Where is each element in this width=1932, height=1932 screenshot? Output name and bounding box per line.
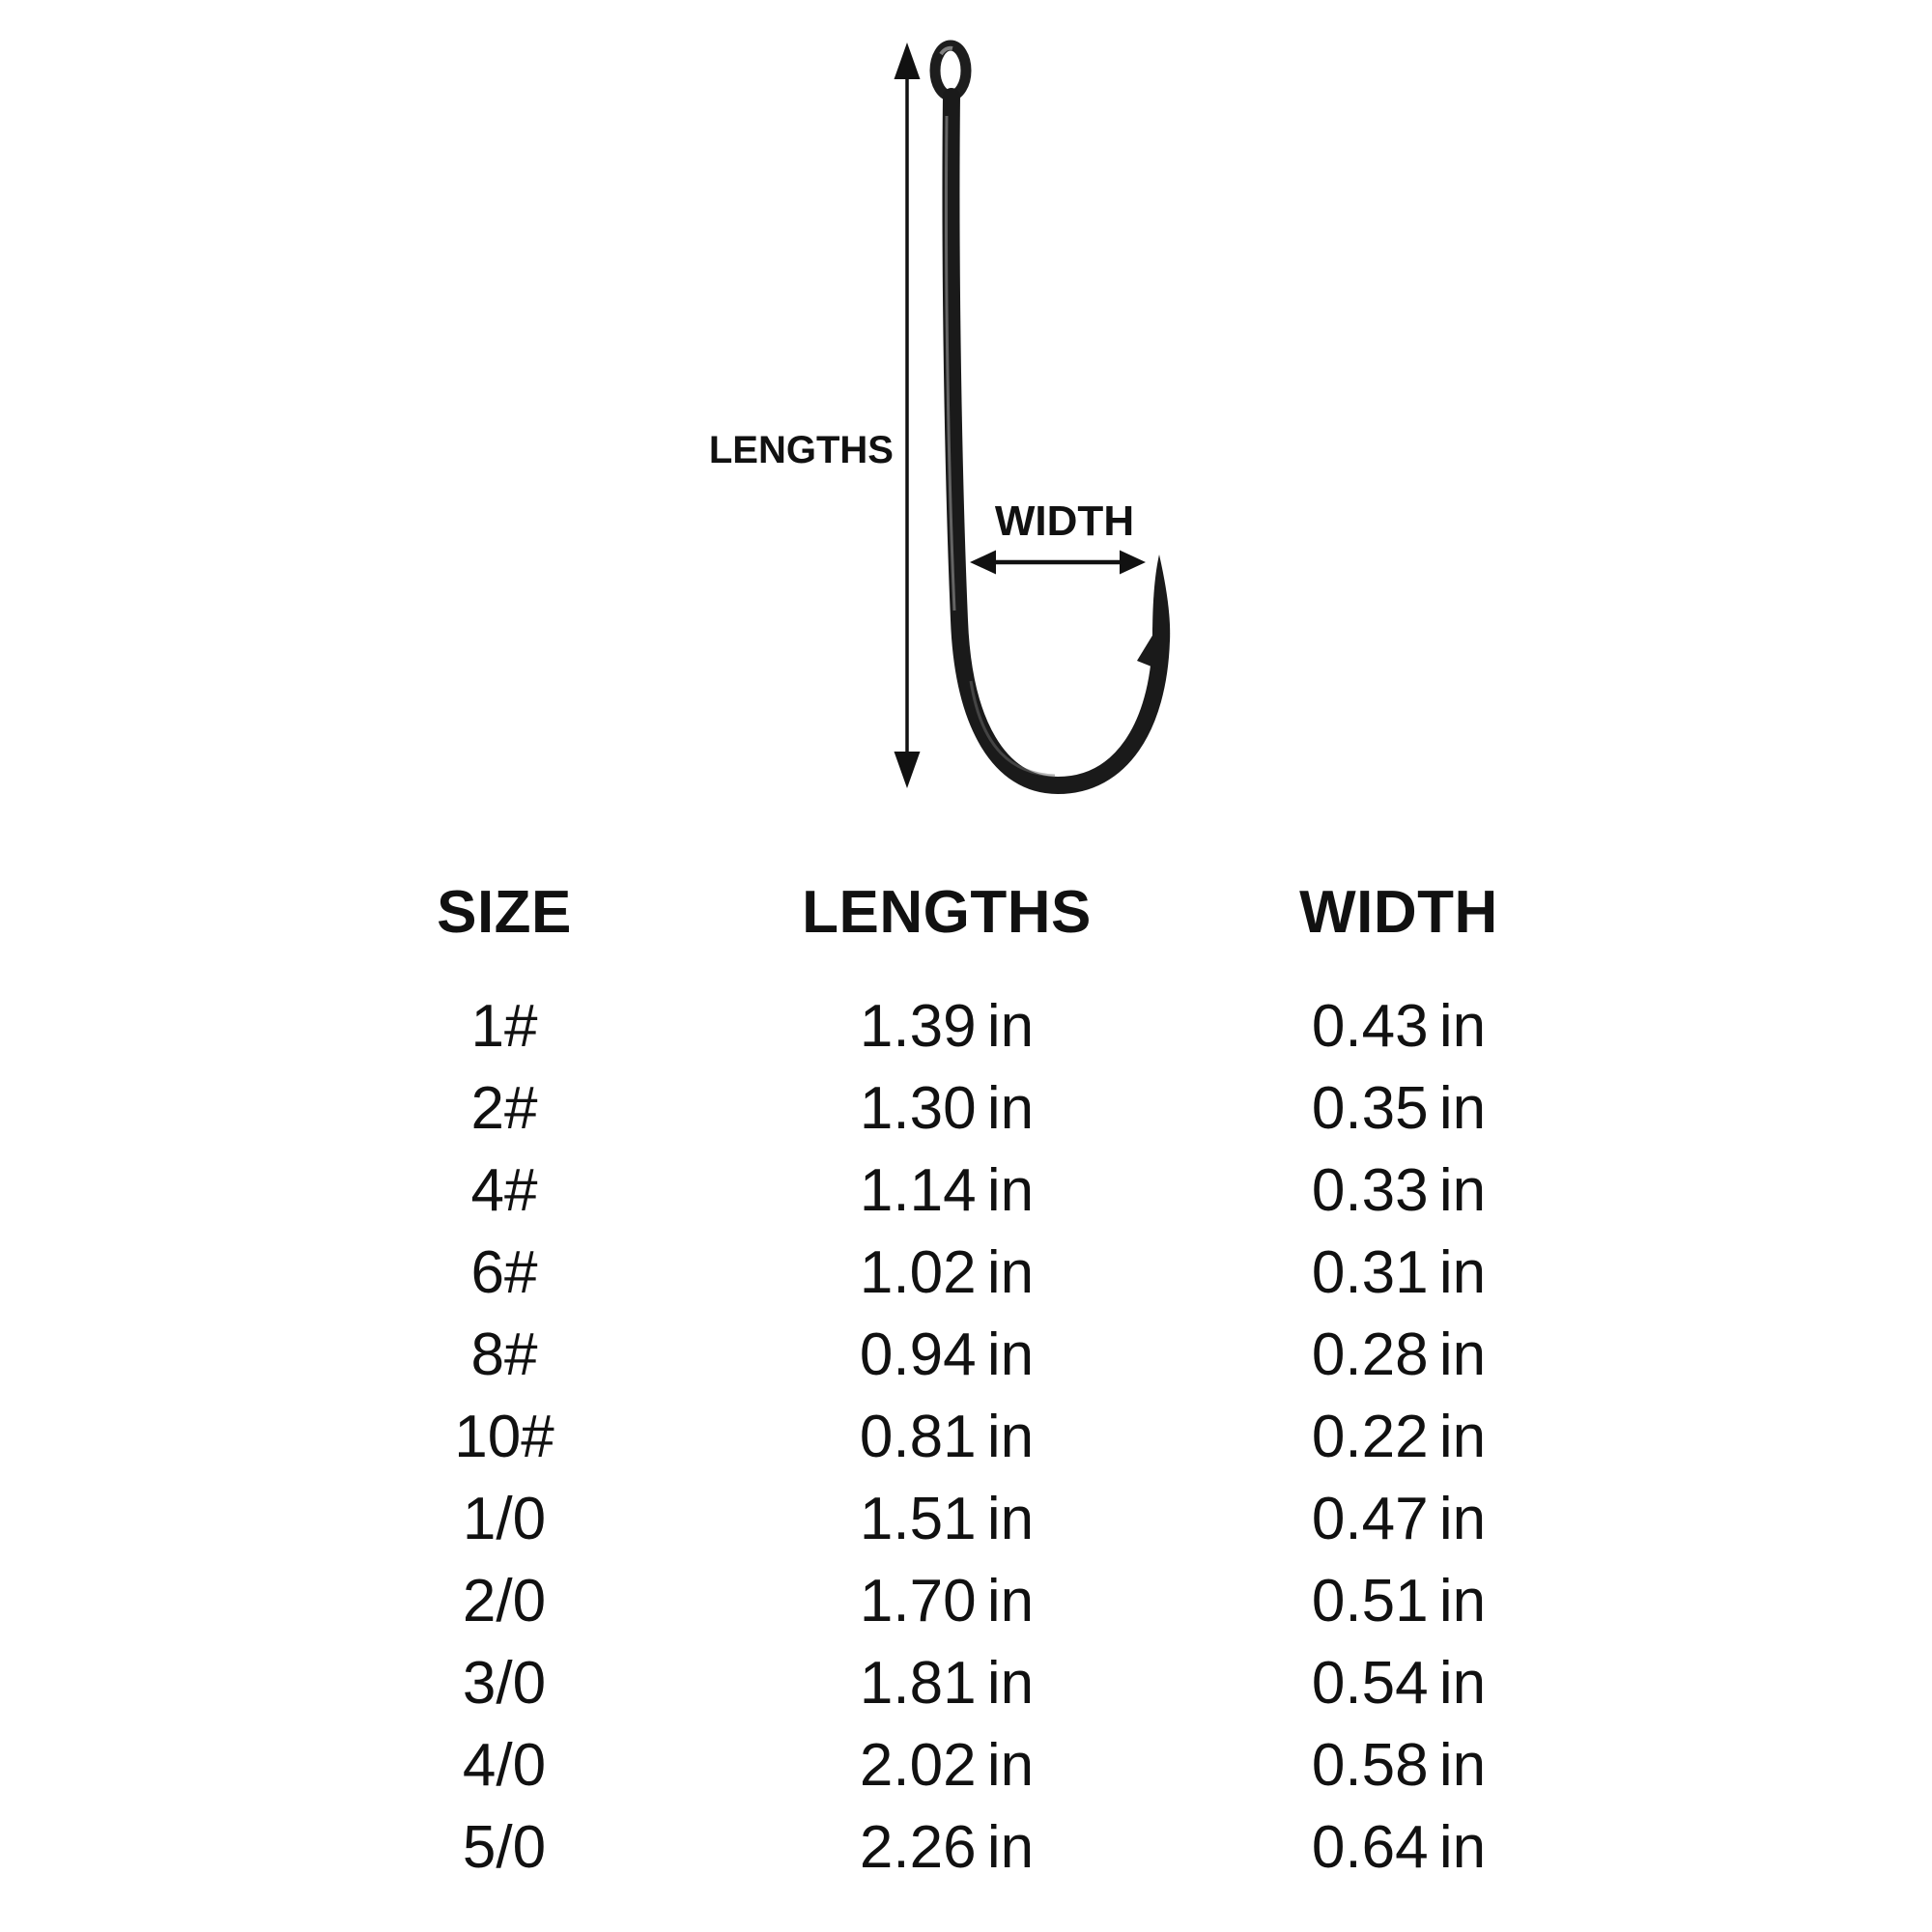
length-value: 1.30 in: [859, 1075, 1035, 1142]
column-header-lengths: LENGTHS: [802, 879, 1092, 946]
size-value: 8#: [470, 1321, 538, 1388]
table-row: [311, 1314, 1602, 1396]
width-value: 0.43 in: [1311, 993, 1487, 1060]
table-row: [311, 1232, 1602, 1314]
table-body: [311, 985, 1602, 1889]
length-value: 2.02 in: [859, 1732, 1035, 1799]
table-row: [311, 1560, 1602, 1642]
table-row: [311, 1806, 1602, 1889]
size-value: 4/0: [462, 1732, 547, 1799]
width-value: 0.31 in: [1311, 1239, 1487, 1306]
size-value: 1/0: [462, 1486, 547, 1552]
arrow-up-head: [895, 43, 921, 79]
size-value: 4#: [470, 1157, 538, 1224]
lengths-dimension-label: LENGTHS: [708, 429, 894, 471]
width-value: 0.22 in: [1311, 1404, 1487, 1470]
length-value: 1.81 in: [859, 1650, 1035, 1717]
size-value: 3/0: [462, 1650, 547, 1717]
table-row: [311, 1478, 1602, 1560]
width-dimension-label: WIDTH: [994, 497, 1135, 545]
length-value: 1.51 in: [859, 1486, 1035, 1552]
table-row: [311, 1067, 1602, 1150]
width-value: 0.28 in: [1311, 1321, 1487, 1388]
size-value: 2#: [470, 1075, 538, 1142]
arrow-right-head: [1120, 551, 1146, 575]
size-value: 2/0: [462, 1568, 547, 1634]
length-value: 1.02 in: [859, 1239, 1035, 1306]
table-row: [311, 985, 1602, 1067]
column-header-width: WIDTH: [1299, 879, 1498, 946]
width-value: 0.64 in: [1311, 1814, 1487, 1881]
length-value: 1.14 in: [859, 1157, 1035, 1224]
table-header-row: [311, 879, 1602, 947]
hook-wire: [951, 97, 1161, 785]
table-row: [311, 1642, 1602, 1724]
table-row: [311, 1150, 1602, 1232]
size-value: 6#: [470, 1239, 538, 1306]
hook-bend-sheen: [971, 681, 1055, 776]
hook-dimension-diagram: [0, 0, 1932, 850]
length-value: 0.94 in: [859, 1321, 1035, 1388]
size-value: 1#: [470, 993, 538, 1060]
size-value: 10#: [454, 1404, 554, 1470]
length-value: 2.26 in: [859, 1814, 1035, 1881]
width-value: 0.54 in: [1311, 1650, 1487, 1717]
arrow-down-head: [895, 752, 921, 788]
table-row: [311, 1396, 1602, 1478]
fishing-hook-image: [935, 45, 1170, 785]
width-dimension-arrow: [970, 551, 1146, 575]
length-value: 0.81 in: [859, 1404, 1035, 1470]
width-value: 0.47 in: [1311, 1486, 1487, 1552]
column-header-size: SIZE: [437, 879, 572, 946]
length-value: 1.39 in: [859, 993, 1035, 1060]
length-dimension-arrow: [895, 43, 921, 788]
width-value: 0.33 in: [1311, 1157, 1487, 1224]
spec-table: [311, 879, 1602, 1889]
width-value: 0.35 in: [1311, 1075, 1487, 1142]
arrow-left-head: [970, 551, 996, 575]
size-value: 5/0: [462, 1814, 547, 1881]
length-value: 1.70 in: [859, 1568, 1035, 1634]
table-row: [311, 1724, 1602, 1806]
width-value: 0.51 in: [1311, 1568, 1487, 1634]
width-value: 0.58 in: [1311, 1732, 1487, 1799]
